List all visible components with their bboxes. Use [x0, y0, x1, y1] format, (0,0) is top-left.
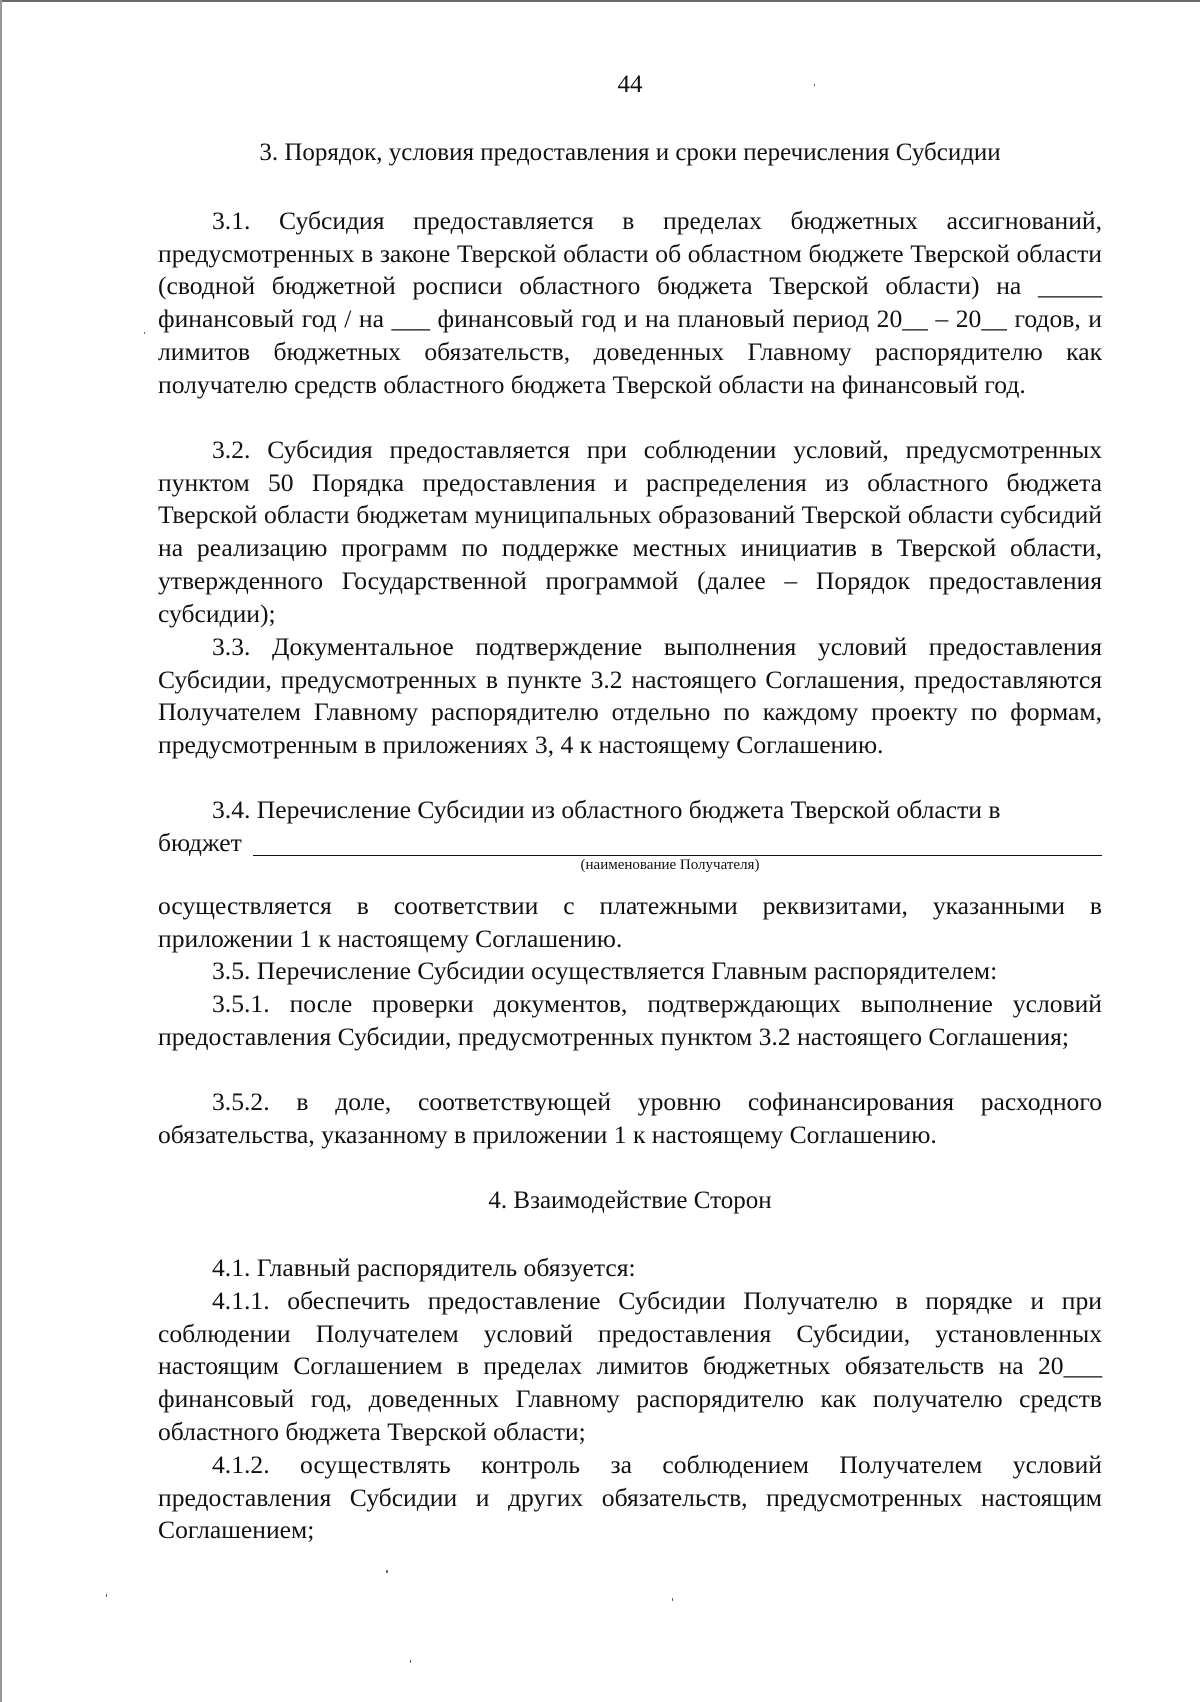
paragraph-3-3: 3.3. Документальное подтверждение выполнения условий предоставления Субсидии, предусмотренных в пункте 3.2 настоящего Соглашения, предоставляются Получателем Главному распорядителю отдельно по каждому проекту по формам, предусмотренным в приложениях 3, 4 к настоящему Соглашению. [158, 632, 1102, 760]
paragraph-3-5: 3.5. Перечисление Субсидии осуществляется Главным распорядителем: [212, 956, 998, 985]
scan-speck [410, 1660, 411, 1663]
scan-speck [144, 332, 145, 334]
scan-top-edge [0, 0, 1200, 2]
paragraph-3-5-1: 3.5.1. после проверки документов, подтверждающих выполнение условий предоставления Субсидии, предусмотренных пунктом 3.2 настоящего Соглашения; [158, 989, 1102, 1051]
scan-speck [672, 1598, 673, 1601]
scan-left-edge [0, 0, 2, 1702]
page-number: 44 [617, 71, 643, 98]
paragraph-3-1: 3.1. Субсидия предоставляется в пределах бюджетных ассигнований, предусмотренных в законе Тверской области об областном бюджете Тверской области (сводной бюджетной росписи областного бюджета Тверской области) на _____ финансовый год / на ___ финансовый год и на плановый период 20__ – 20__ годов, и лимитов бюджетных обязательств, доведенных Главному распорядителю как получателю средств областного бюджета Тверской области на финансовый год. [158, 206, 1102, 399]
paragraph-3-5-2: 3.5.2. в доле, соответствующей уровню софинансирования расходного обязательства, указанному в приложении 1 к настоящему Соглашению. [158, 1087, 1102, 1149]
paragraph-3-2: 3.2. Субсидия предоставляется при соблюдении условий, предусмотренных пунктом 50 Порядка предоставления и распределения из областного бюджета Тверской области бюджетам муниципальных образований Тверской области субсидий на реализацию программ по поддержке местных инициатив в Тверской области, утвержденного Государственной программой (далее – Порядок предоставления субсидии); [158, 435, 1102, 628]
paragraph-4-1: 4.1. Главный распорядитель обязуется: [212, 1253, 636, 1282]
section-4-heading: 4. Взаимодействие Сторон [488, 1187, 772, 1214]
paragraph-3-4-line: 3.4. Перечисление Субсидии из областного бюджета Тверской области в [212, 795, 1001, 824]
section-3-heading: 3. Порядок, условия предоставления и сроки перечисления Субсидии [259, 139, 1001, 166]
budget-word: бюджет [158, 828, 242, 857]
paragraph-4-1-2: 4.1.2. осуществлять контроль за соблюдением Получателем условий предоставления Субсидии и других обязательств, предусмотренных настоящим Соглашением; [158, 1450, 1102, 1545]
scan-speck [814, 84, 815, 86]
paragraph-4-1-1: 4.1.1. обеспечить предоставление Субсидии Получателю в порядке и при соблюдении Получателем условий предоставления Субсидии, установленных настоящим Соглашением в пределах лимитов бюджетных обязательств на 20___ финансовый год, доведенных Главному распорядителю как получателю средств областного бюджета Тверской области; [158, 1286, 1102, 1446]
scan-speck [106, 1594, 107, 1597]
recipient-name-caption: (наименование Получателя) [580, 857, 760, 873]
scan-speck [386, 1570, 388, 1573]
paragraph-3-4-continuation: осуществляется в соответствии с платежными реквизитами, указанными в приложении 1 к настоящему Соглашению. [158, 891, 1102, 953]
